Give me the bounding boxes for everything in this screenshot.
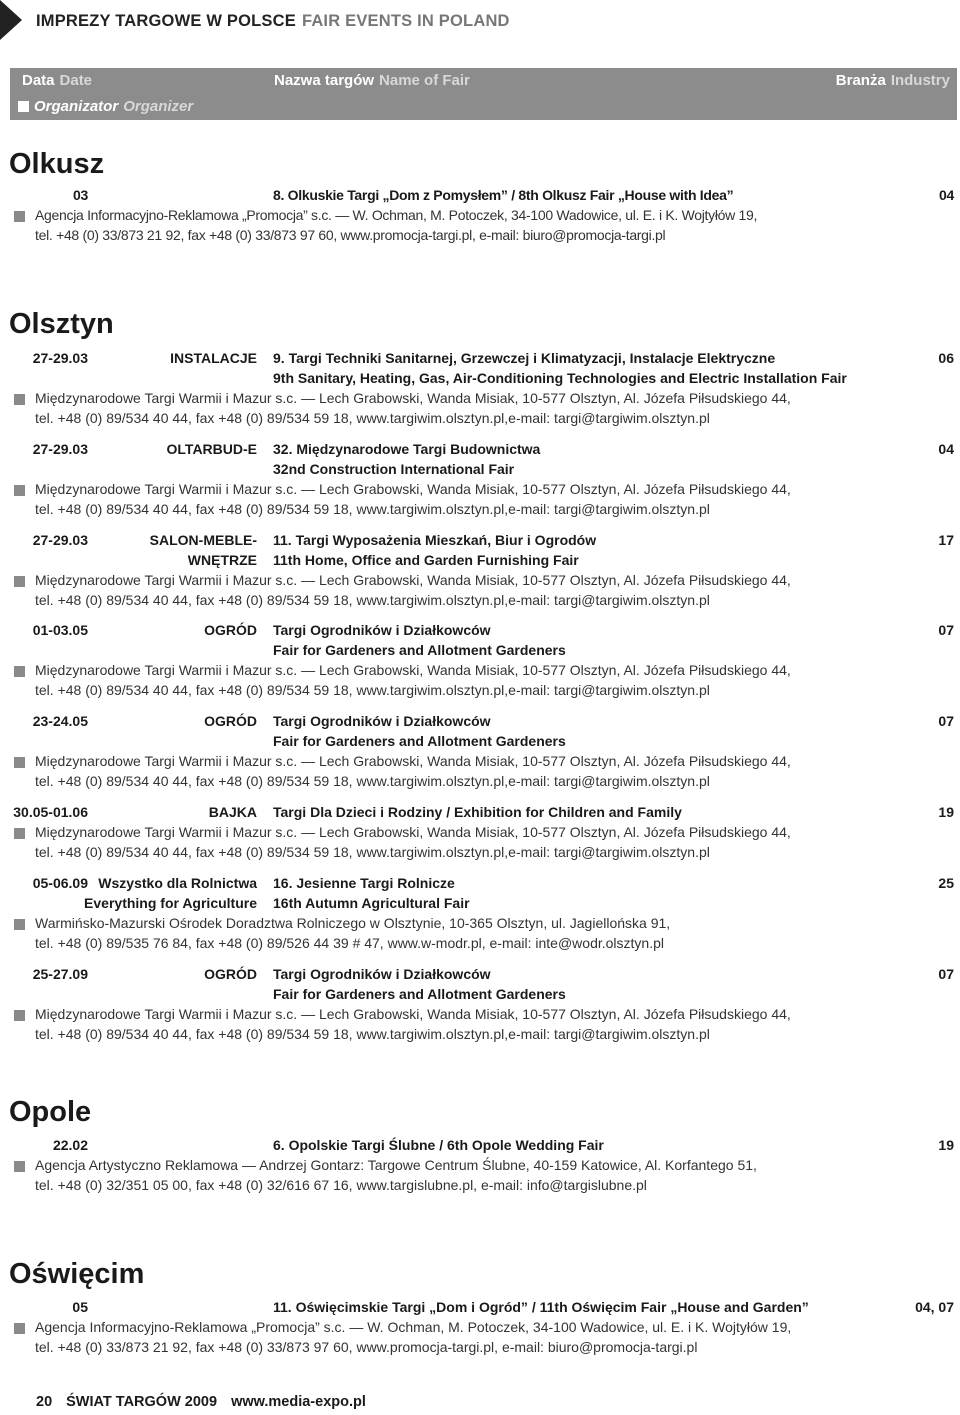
city-heading: Olsztyn: [9, 308, 114, 340]
fair-industry: 04: [938, 441, 954, 457]
fair-date: 22.02: [52, 1137, 88, 1153]
fair-name: 11. Oświęcimskie Targi „Dom i Ogród” / 11th Oświęcim Fair „House and Garden”: [273, 1299, 809, 1315]
column-industry: [836, 72, 950, 89]
fair-name: Fair for Gardeners and Allotment Gardeners: [273, 733, 566, 749]
organizer-text: tel. +48 (0) 32/351 05 00, fax +48 (0) 32/616 67 16, www.targislubne.pl, e-mail: info@targislubne.pl: [35, 1177, 647, 1193]
fair-industry: 07: [938, 622, 954, 638]
title-pl: IMPREZY TARGOWE W POLSCE: [36, 12, 296, 30]
fair-category: WNĘTRZE: [187, 552, 257, 568]
fair-industry: 25: [938, 875, 954, 891]
column-fair-en: Name of Fair: [379, 72, 470, 89]
fair-name: Targi Ogrodników i Działkowców: [273, 622, 491, 638]
fair-name: Targi Ogrodników i Działkowców: [273, 966, 491, 982]
entry-line: [0, 532, 960, 552]
column-organizer-pl: Organizator: [34, 98, 119, 115]
publication-url: www.media-expo.pl: [231, 1394, 366, 1410]
fair-category: INSTALACJE: [170, 350, 257, 366]
entry-line: [0, 461, 960, 481]
page-header: [0, 0, 960, 40]
organizer-text: tel. +48 (0) 89/534 40 44, fax +48 (0) 89/534 59 18, www.targiwim.olsztyn.pl,e-mail: targi@targiwim.olsztyn.pl: [35, 501, 710, 517]
organizer-text: Międzynarodowe Targi Warmii i Mazur s.c. — Lech Grabowski, Wanda Misiak, 10-577 Olsztyn, Al. Józefa Piłsudskiego 44,: [35, 824, 791, 840]
page-number: 20: [36, 1394, 53, 1410]
fair-category: OLTARBUD-E: [166, 441, 257, 457]
fair-category: OGRÓD: [204, 713, 257, 729]
organizer-line: [0, 662, 960, 682]
entry-line: [0, 187, 960, 207]
organizer-line: [0, 592, 960, 612]
entry-line: [0, 713, 960, 733]
organizer-line: [0, 1177, 960, 1197]
city-heading: Oświęcim: [9, 1258, 145, 1290]
fair-date: 30.05-01.06: [13, 804, 88, 820]
square-bullet-icon: [14, 1323, 25, 1334]
organizer-text: tel. +48 (0) 89/534 40 44, fax +48 (0) 89/534 59 18, www.targiwim.olsztyn.pl,e-mail: targi@targiwim.olsztyn.pl: [35, 773, 710, 789]
column-date-pl: Data: [22, 72, 55, 89]
organizer-line: [0, 501, 960, 521]
entry-line: [0, 966, 960, 986]
organizer-text: Agencja Artystyczno Reklamowa — Andrzej Gontarz: Targowe Centrum Ślubne, 40-159 Katowice, Al. Korfantego 51,: [35, 1157, 757, 1173]
organizer-text: tel. +48 (0) 89/534 40 44, fax +48 (0) 89/534 59 18, www.targiwim.olsztyn.pl,e-mail: targi@targiwim.olsztyn.pl: [35, 592, 710, 608]
entry-line: [0, 552, 960, 572]
fair-name: 16. Jesienne Targi Rolnicze: [273, 875, 455, 891]
fair-date: 01-03.05: [32, 622, 88, 638]
square-bullet-icon: [14, 576, 25, 587]
organizer-line: [0, 390, 960, 410]
fair-name: Targi Ogrodników i Działkowców: [273, 713, 491, 729]
column-organizer: [18, 98, 193, 115]
entry-line: [0, 986, 960, 1006]
city-heading: Opole: [9, 1096, 92, 1128]
fair-industry: 19: [938, 1137, 954, 1153]
organizer-line: [0, 1006, 960, 1026]
fair-name: 11th Home, Office and Garden Furnishing Fair: [273, 552, 579, 568]
square-bullet-icon: [18, 101, 29, 112]
fair-date: 05: [72, 1299, 88, 1315]
square-bullet-icon: [14, 919, 25, 930]
fair-name: Targi Dla Dzieci i Rodziny / Exhibition for Children and Family: [273, 804, 682, 820]
fair-industry: 07: [938, 713, 954, 729]
entry-line: [0, 350, 960, 370]
column-industry-en: Industry: [890, 72, 950, 89]
fair-name: Fair for Gardeners and Allotment Gardeners: [273, 642, 566, 658]
column-date: [22, 72, 92, 89]
fair-date: 25-27.09: [32, 966, 88, 982]
organizer-line: [0, 481, 960, 501]
organizer-line: [0, 1319, 960, 1339]
entry-line: [0, 622, 960, 642]
organizer-text: Międzynarodowe Targi Warmii i Mazur s.c. — Lech Grabowski, Wanda Misiak, 10-577 Olsztyn, Al. Józefa Piłsudskiego 44,: [35, 1006, 791, 1022]
square-bullet-icon: [14, 211, 25, 222]
entry-line: [0, 875, 960, 895]
organizer-text: Międzynarodowe Targi Warmii i Mazur s.c. — Lech Grabowski, Wanda Misiak, 10-577 Olsztyn, Al. Józefa Piłsudskiego 44,: [35, 662, 791, 678]
organizer-text: Warmińsko-Mazurski Ośrodek Doradztwa Rolniczego w Olsztynie, 10-365 Olsztyn, ul. Jagiellońska 91,: [35, 915, 671, 931]
organizer-text: Międzynarodowe Targi Warmii i Mazur s.c. — Lech Grabowski, Wanda Misiak, 10-577 Olsztyn, Al. Józefa Piłsudskiego 44,: [35, 390, 791, 406]
organizer-text: Międzynarodowe Targi Warmii i Mazur s.c. — Lech Grabowski, Wanda Misiak, 10-577 Olsztyn, Al. Józefa Piłsudskiego 44,: [35, 753, 791, 769]
organizer-line: [0, 1157, 960, 1177]
fair-category: OGRÓD: [204, 622, 257, 638]
organizer-text: tel. +48 (0) 89/534 40 44, fax +48 (0) 89/534 59 18, www.targiwim.olsztyn.pl,e-mail: targi@targiwim.olsztyn.pl: [35, 410, 710, 426]
column-date-en: Date: [59, 72, 93, 89]
fair-date: 03: [73, 187, 88, 203]
fair-industry: 19: [938, 804, 954, 820]
fair-category: BAJKA: [208, 804, 257, 820]
organizer-line: [0, 753, 960, 773]
entry-line: [0, 804, 960, 824]
fair-name: 6. Opolskie Targi Ślubne / 6th Opole Wedding Fair: [273, 1137, 604, 1153]
organizer-text: Międzynarodowe Targi Warmii i Mazur s.c. — Lech Grabowski, Wanda Misiak, 10-577 Olsztyn, Al. Józefa Piłsudskiego 44,: [35, 572, 791, 588]
organizer-line: [0, 682, 960, 702]
organizer-line: [0, 935, 960, 955]
organizer-line: [0, 227, 960, 247]
fair-industry: 04, 07: [915, 1299, 954, 1315]
entry-line: [0, 441, 960, 461]
column-fair-pl: Nazwa targów: [274, 72, 375, 89]
organizer-line: [0, 824, 960, 844]
organizer-text: tel. +48 (0) 33/873 21 92, fax +48 (0) 33/873 97 60, www.promocja-targi.pl, e-mail: biuro@promocja-targi.pl: [35, 1339, 698, 1355]
city-heading: Olkusz: [9, 148, 105, 180]
organizer-line: [0, 1026, 960, 1046]
organizer-text: Agencja Informacyjno-Reklamowa „Promocja” s.c. — W. Ochman, M. Potoczek, 34-100 Wadowice, ul. E. i K. Wojtyłów 19,: [35, 1319, 792, 1335]
page-title: [36, 12, 510, 31]
fair-name: 11. Targi Wyposażenia Mieszkań, Biur i Ogrodów: [273, 532, 597, 548]
organizer-text: Agencja Informacyjno-Reklamowa „Promocja” s.c. — W. Ochman, M. Potoczek, 34-100 Wadowice, ul. E. i K. Wojtyłów 19,: [35, 207, 758, 223]
square-bullet-icon: [14, 394, 25, 405]
page-footer: [36, 1394, 380, 1410]
arrow-icon: [0, 0, 22, 40]
fair-industry: 17: [938, 532, 954, 548]
entry-line: [0, 642, 960, 662]
column-header-bar: [10, 68, 957, 120]
fair-name: 32nd Construction International Fair: [273, 461, 515, 477]
fair-category: Everything for Agriculture: [84, 895, 257, 911]
fair-industry: 06: [938, 350, 954, 366]
organizer-line: [0, 410, 960, 430]
organizer-text: Międzynarodowe Targi Warmii i Mazur s.c. — Lech Grabowski, Wanda Misiak, 10-577 Olsztyn, Al. Józefa Piłsudskiego 44,: [35, 481, 791, 497]
fair-industry: 04: [939, 187, 954, 203]
column-organizer-en: Organizer: [123, 98, 194, 115]
fair-name: 32. Międzynarodowe Targi Budownictwa: [273, 441, 541, 457]
organizer-text: tel. +48 (0) 89/534 40 44, fax +48 (0) 89/534 59 18, www.targiwim.olsztyn.pl,e-mail: targi@targiwim.olsztyn.pl: [35, 1026, 710, 1042]
square-bullet-icon: [14, 485, 25, 496]
organizer-line: [0, 915, 960, 935]
fair-date: 27-29.03: [32, 532, 88, 548]
fair-date: 23-24.05: [32, 713, 88, 729]
entry-line: [0, 1299, 960, 1319]
square-bullet-icon: [14, 1161, 25, 1172]
fair-name: 9. Targi Techniki Sanitarnej, Grzewczej i Klimatyzacji, Instalacje Elektryczne: [273, 350, 776, 366]
entry-line: [0, 1137, 960, 1157]
entry-line: [0, 895, 960, 915]
square-bullet-icon: [14, 1010, 25, 1021]
organizer-line: [0, 773, 960, 793]
fair-category: SALON-MEBLE-: [149, 532, 257, 548]
fair-industry: 07: [938, 966, 954, 982]
column-industry-pl: Branża: [835, 72, 886, 89]
organizer-text: tel. +48 (0) 89/534 40 44, fax +48 (0) 89/534 59 18, www.targiwim.olsztyn.pl,e-mail: targi@targiwim.olsztyn.pl: [35, 682, 710, 698]
fair-date: 27-29.03: [32, 350, 88, 366]
fair-date: 05-06.09: [32, 875, 88, 891]
square-bullet-icon: [14, 828, 25, 839]
square-bullet-icon: [14, 757, 25, 768]
fair-name: Fair for Gardeners and Allotment Gardeners: [273, 986, 566, 1002]
fair-name: 8. Olkuskie Targi „Dom z Pomysłem” / 8th Olkusz Fair „House with Idea”: [273, 187, 734, 203]
fair-name: 9th Sanitary, Heating, Gas, Air-Conditioning Technologies and Electric Installation Fair: [273, 370, 847, 386]
square-bullet-icon: [14, 666, 25, 677]
entry-line: [0, 370, 960, 390]
publication-name: ŚWIAT TARGÓW 2009: [66, 1394, 218, 1410]
organizer-line: [0, 572, 960, 592]
entry-line: [0, 733, 960, 753]
organizer-text: tel. +48 (0) 89/534 40 44, fax +48 (0) 89/534 59 18, www.targiwim.olsztyn.pl,e-mail: targi@targiwim.olsztyn.pl: [35, 844, 710, 860]
organizer-line: [0, 844, 960, 864]
organizer-line: [0, 207, 960, 227]
fair-name: 16th Autumn Agricultural Fair: [273, 895, 470, 911]
fair-category: OGRÓD: [204, 966, 257, 982]
column-fair-name: [274, 72, 470, 89]
title-en: FAIR EVENTS IN POLAND: [301, 12, 510, 30]
organizer-text: tel. +48 (0) 33/873 21 92, fax +48 (0) 33/873 97 60, www.promocja-targi.pl, e-mail: biuro@promocja-targi.pl: [35, 227, 666, 243]
organizer-text: tel. +48 (0) 89/535 76 84, fax +48 (0) 89/526 44 39 # 47, www.w-modr.pl, e-mail: inte@wodr.olsztyn.pl: [35, 935, 665, 951]
fair-category: Wszystko dla Rolnictwa: [98, 875, 257, 891]
fair-date: 27-29.03: [32, 441, 88, 457]
organizer-line: [0, 1339, 960, 1359]
